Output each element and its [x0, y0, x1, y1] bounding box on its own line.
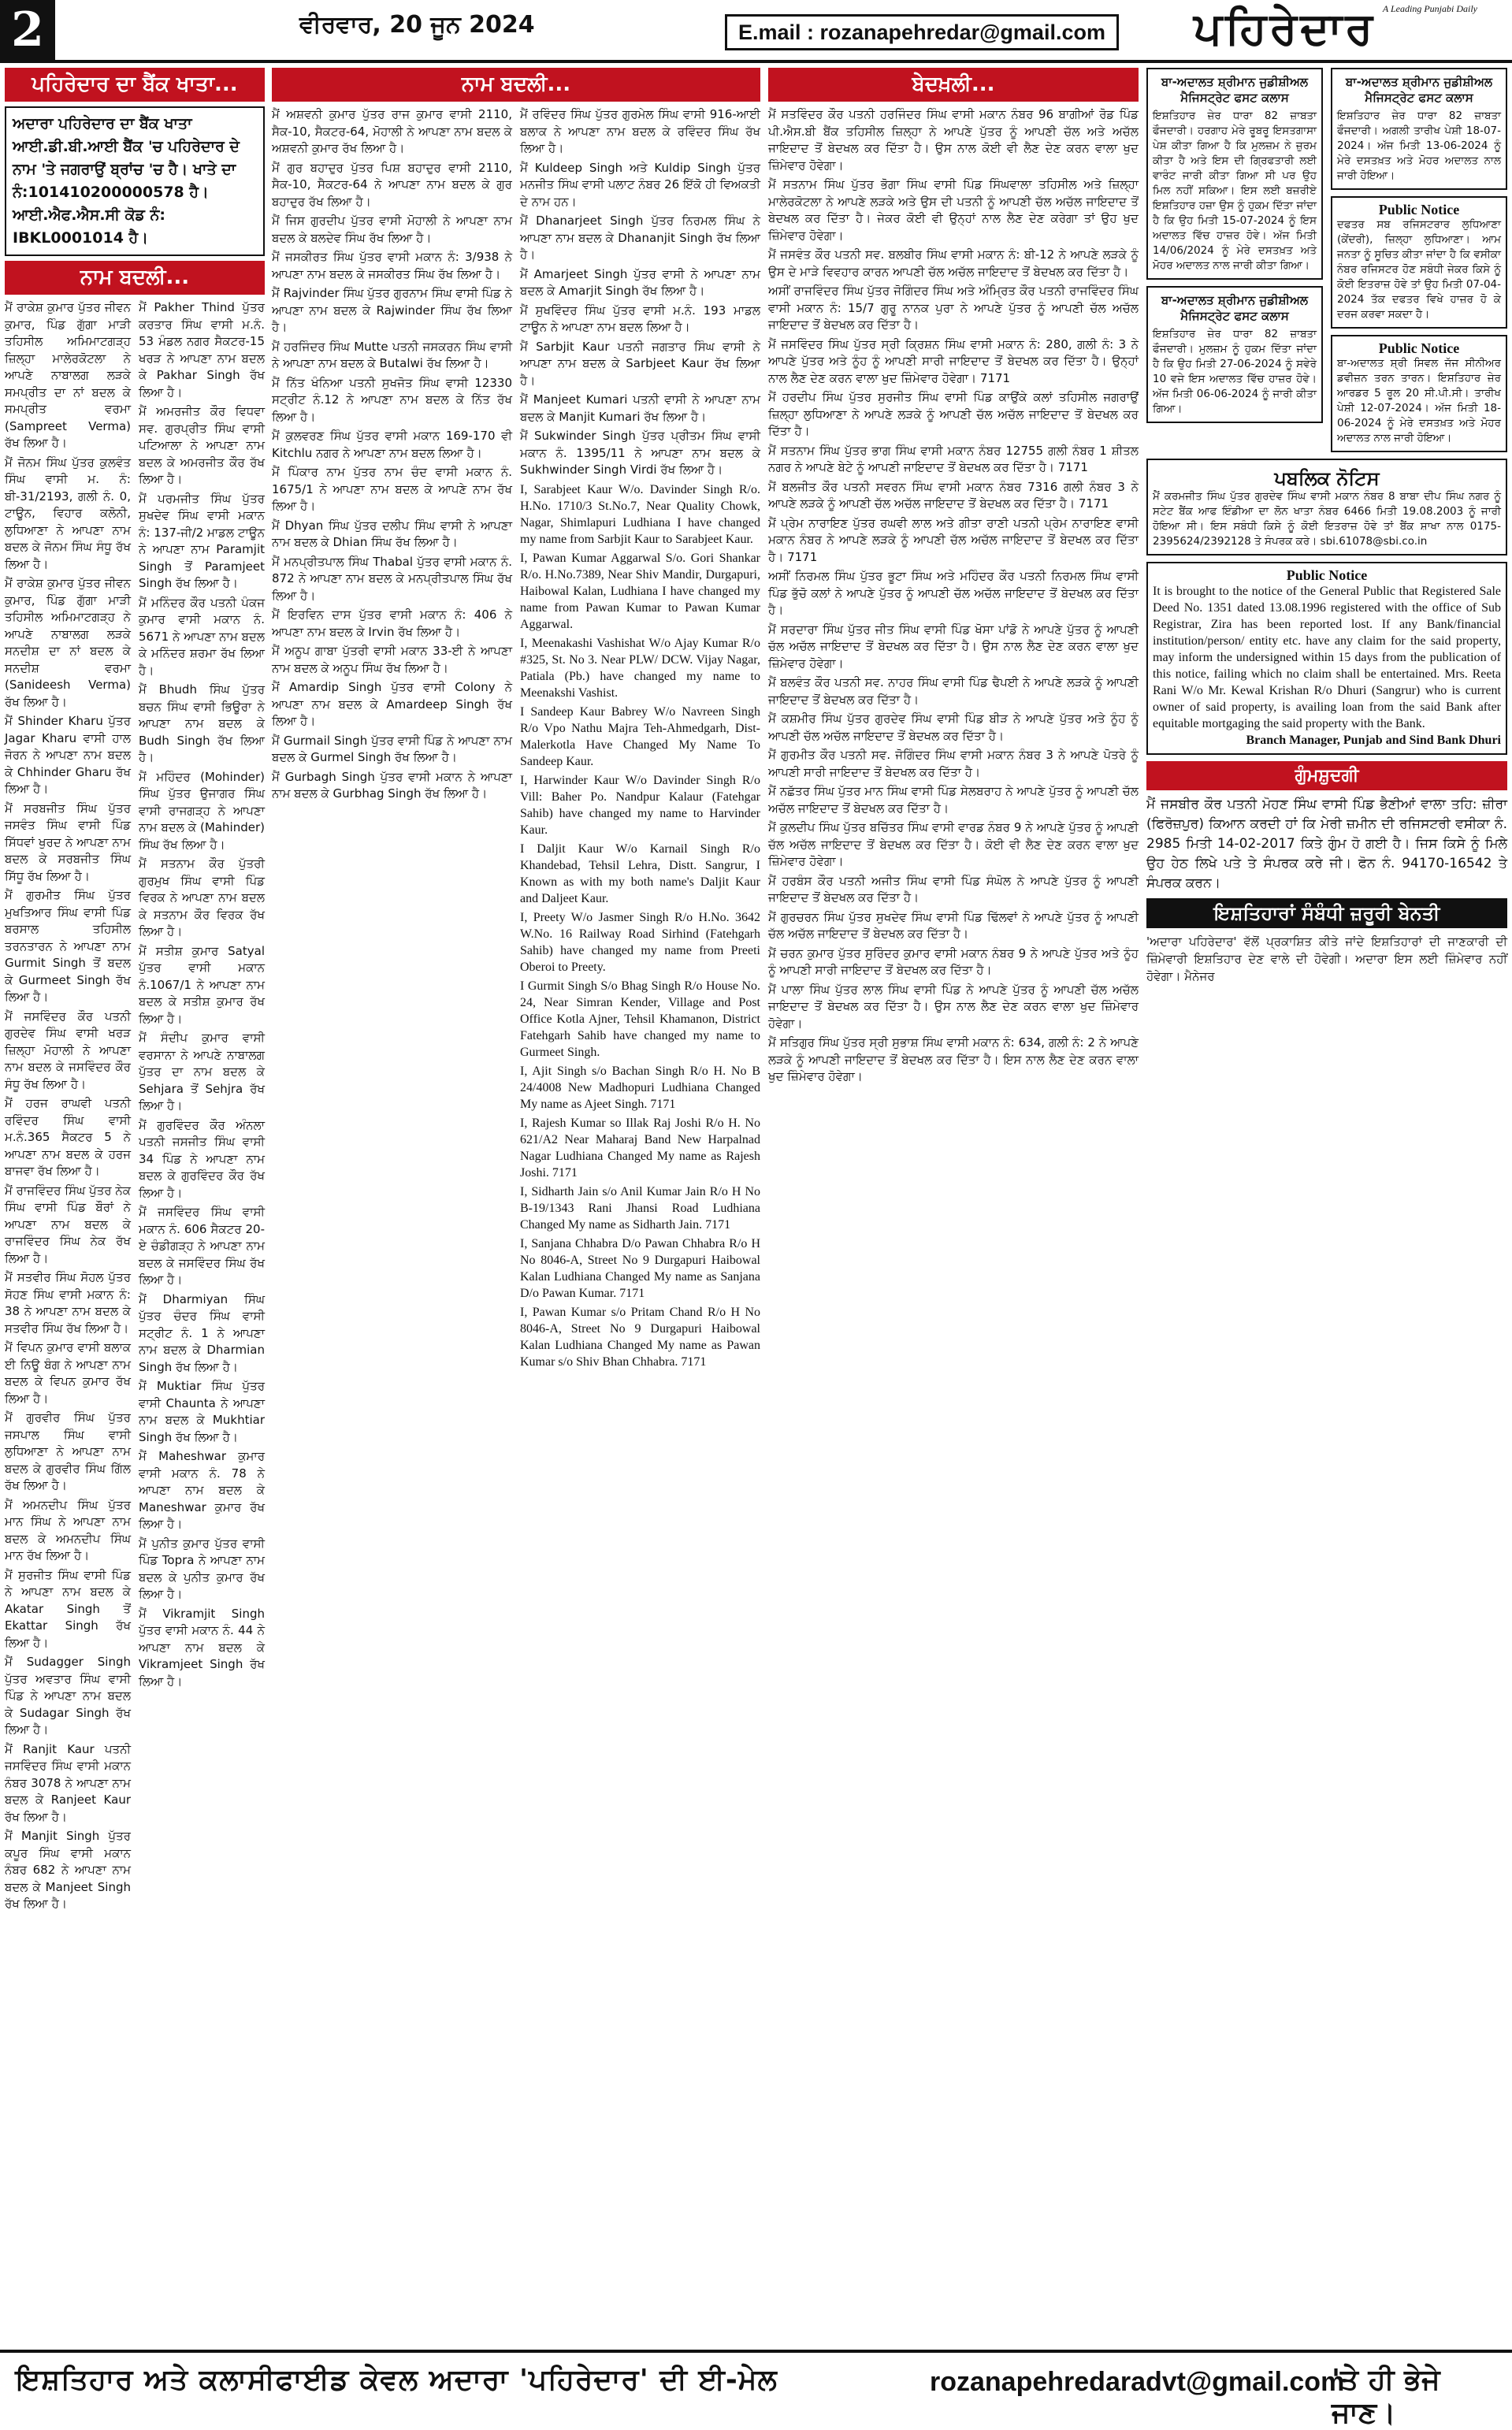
name-change-list — [5, 299, 265, 1915]
bank-public-notice-text: ਮੈਂ ਕਰਮਜੀਤ ਸਿੰਘ ਪੁੱਤਰ ਗੁਰਦੇਵ ਸਿੰਘ ਵਾਸੀ ਮਕਾਨ ਨੰਬਰ 8 ਬਾਬਾ ਦੀਪ ਸਿੰਘ ਨਗਰ ਨੂੰ ਸਟੇਟ ਬੈਂਕ ਆਫ ਇੰਡੀਆ ਦਾ ਲੋਨ ਖਾਤਾ ਨੰਬਰ 6466 ਮਿਤੀ 19.08.2003 ਨੂੰ ਜਾਰੀ ਹੋਇਆ ਸੀ। ਇਸ ਸਬੰਧੀ ਕਿਸੇ ਨੂੰ ਕੋਈ ਇਤਰਾਜ਼ ਹੋਵੇ ਤਾਂ ਬੈਂਕ ਸ਼ਾਖਾ ਨਾਲ 0175-2395624/2392128 ਤੇ ਸੰਪਰਕ ਕਰੇ। sbi.61078@sbi.co.in — [1153, 490, 1501, 548]
public-notice-title: Public Notice — [1378, 340, 1460, 356]
court-notice-title: ਬਾ-ਅਦਾਲਤ ਸ਼੍ਰੀਮਾਨ ਜੁਡੀਸ਼ੀਅਲ ਮੈਜਿਸਟ੍ਰੇਟ ਫਸਟ ਕਲਾਸ — [1161, 293, 1309, 323]
english-public-notice-text: It is brought to the notice of the General Public that Registered Sale Deed No. 1351 dated 13.08.1996 registered with the office of Sub Registrar, Zira has been reported lost. If any Bank/financial institution/person/ entity etc. have any claim for the said property, may inform the undersigned within 15 days from the publication of this notice, failing which no claim shall be entertained. Mrs. Reeta Rani W/o Mr. Kewal Krishan R/o Dhuri (Sangrur) who is current owner of said property, is availing loan from the said Bank after equitable mortgaging the said property with the Bank. — [1153, 585, 1501, 730]
notice-item: ਮੈਂ ਸੁਰਜੀਤ ਸਿੰਘ ਵਾਸੀ ਪਿੰਡ ਨੇ ਆਪਣਾ ਨਾਮ ਬਦਲ ਕੇ Akatar Singh ਤੋਂ Ekattar Singh ਰੱਖ ਲਿਆ ਹੈ। — [5, 1567, 131, 1650]
notice-item: ਮੈਂ ਰਵਿੰਦਰ ਸਿੰਘ ਪੁੱਤਰ ਗੁਰਮੇਲ ਸਿੰਘ ਵਾਸੀ 916-ਆਈ ਬਲਾਕ ਨੇ ਆਪਣਾ ਨਾਮ ਬਦਲ ਕੇ ਰਵਿੰਦਰ ਸਿੰਘ ਰੱਖ ਲਿਆ ਹੈ। — [520, 107, 760, 155]
name-change-section-right — [520, 106, 760, 1373]
notice-item: ਮੈਂ ਗੁਰਮੀਤ ਸਿੰਘ ਪੁੱਤਰ ਮੁਖਤਿਆਰ ਸਿੰਘ ਵਾਸੀ ਪਿੰਡ ਬਰਸਾਲ ਤਹਿਸੀਲ ਤਰਨਤਾਰਨ ਨੇ ਆਪਣਾ ਨਾਮ Gurmit Singh ਤੋਂ ਬਦਲ ਕੇ Gurmeet Singh ਰੱਖ ਲਿਆ ਹੈ। — [5, 888, 131, 1004]
notice-item: ਮੈਂ Sarbjit Kaur ਪਤਨੀ ਜਗਤਾਰ ਸਿੰਘ ਵਾਸੀ ਨੇ ਆਪਣਾ ਨਾਮ ਬਦਲ ਕੇ Sarbjeet Kaur ਰੱਖ ਲਿਆ ਹੈ। — [520, 339, 760, 388]
page-number: 2 — [0, 0, 55, 60]
notice-item: ਮੈਂ ਜਸਕੀਰਤ ਸਿੰਘ ਪੁੱਤਰ ਵਾਸੀ ਮਕਾਨ ਨੰ: 3/938 ਨੇ ਆਪਣਾ ਨਾਮ ਬਦਲ ਕੇ ਜਸਕੀਰਤ ਸਿੰਘ ਰੱਖ ਲਿਆ ਹੈ। — [272, 250, 512, 281]
lost-document-heading: ਗੁੰਮਸ਼ੁਦਗੀ — [1146, 761, 1507, 790]
page-header — [0, 0, 1512, 63]
notice-item: ਮੈਂ ਨਛੱਤਰ ਸਿੰਘ ਪੁੱਤਰ ਮਾਨ ਸਿੰਘ ਵਾਸੀ ਪਿੰਡ ਸੇਲਬਰਾਹ ਨੇ ਆਪਣੇ ਪੁੱਤਰ ਨੂੰ ਆਪਣੀ ਚੱਲ ਅਚੱਲ ਜਾਇਦਾਦ ਤੋਂ ਬੇਦਖਲ ਕਰ ਦਿੱਤਾ ਹੈ। — [768, 784, 1139, 816]
notice-item: ਮੈਂ Gurmail Singh ਪੁੱਤਰ ਵਾਸੀ ਪਿੰਡ ਨੇ ਆਪਣਾ ਨਾਮ ਬਦਲ ਕੇ Gurmel Singh ਰੱਖ ਲਿਆ ਹੈ। — [272, 733, 512, 764]
disinheritance-heading: ਬੇਦਖ਼ਲੀ... — [768, 68, 1139, 102]
notice-item: ਮੈਂ ਗੁਰਚਰਨ ਸਿੰਘ ਪੁੱਤਰ ਸੁਖਦੇਵ ਸਿੰਘ ਵਾਸੀ ਪਿੰਡ ਢਿੱਲਵਾਂ ਨੇ ਆਪਣੇ ਪੁੱਤਰ ਨੂੰ ਆਪਣੀ ਚੱਲ ਅਚੱਲ ਜਾਇਦਾਦ ਤੋਂ ਬੇਦਖਲ ਕਰ ਦਿੱਤਾ ਹੈ। — [768, 909, 1139, 941]
notice-item: ਮੈਂ ਹਰਦੀਪ ਸਿੰਘ ਪੁੱਤਰ ਸੁਰਜੀਤ ਸਿੰਘ ਵਾਸੀ ਪਿੰਡ ਕਾਉਂਕੇ ਕਲਾਂ ਤਹਿਸੀਲ ਜਗਰਾਉਂ ਜ਼ਿਲ੍ਹਾ ਲੁਧਿਆਣਾ ਨੇ ਆਪਣੇ ਲੜਕੇ ਨੂੰ ਆਪਣੀ ਚੱਲ ਅਚੱਲ ਜਾਇਦਾਦ ਤੋਂ ਬੇਦਖਲ ਕਰ ਦਿੱਤਾ ਹੈ। — [768, 390, 1139, 438]
notice-item: ਮੈਂ ਹਰਜਿੰਦਰ ਸਿੰਘ Mutte ਪਤਨੀ ਜਸਕਰਨ ਸਿੰਘ ਵਾਸੀ ਨੇ ਆਪਣਾ ਨਾਮ ਬਦਲ ਕੇ Butalwi ਰੱਖ ਲਿਆ ਹੈ। — [272, 339, 512, 370]
notice-item: I, Sarabjeet Kaur W/o. Davinder Singh R/o. H.No. 1710/3 St.No.7, Near Quality Chowk, Nagar, Shimlapuri Ludhiana I have changed my name from Sarbjit Kaur to Sarabjeet Kaur. — [520, 482, 760, 546]
notice-item: ਅਸੀਂ ਨਿਰਮਲ ਸਿੰਘ ਪੁੱਤਰ ਭੂਟਾ ਸਿੰਘ ਅਤੇ ਮਹਿੰਦਰ ਕੌਰ ਪਤਨੀ ਨਿਰਮਲ ਸਿੰਘ ਵਾਸੀ ਪਿੰਡ ਭੁੱਚੋ ਕਲਾਂ ਨੇ ਆਪਣੇ ਪੁੱਤਰ ਨੂੰ ਆਪਣੀ ਚੱਲ ਅਚੱਲ ਜਾਇਦਾਦ ਤੋਂ ਬੇਦਖਲ ਕਰ ਦਿੱਤਾ ਹੈ। — [768, 569, 1139, 617]
notice-item: I Sandeep Kaur Babrey W/o Navreen Singh R/o Vpo Nathu Majra Teh-Ahmedgarh, Dist-Malerkotla Have Changed My Name To Sandeep Kaur. — [520, 704, 760, 768]
notice-item: ਮੈਂ ਅਮਰਜੀਤ ਕੌਰ ਵਿਧਵਾ ਸਵ. ਗੁਰਪ੍ਰੀਤ ਸਿੰਘ ਵਾਸੀ ਪਟਿਆਲਾ ਨੇ ਆਪਣਾ ਨਾਮ ਬਦਲ ਕੇ ਅਮਰਜੀਤ ਕੌਰ ਰੱਖ ਲਿਆ ਹੈ। — [139, 404, 265, 486]
footer-tail: 'ਤੇ ਹੀ ਭੇਜੇ ਜਾਣ। — [1332, 2364, 1440, 2429]
notice-item: ਮੈਂ ਬਲਵੰਤ ਕੌਰ ਪਤਨੀ ਸਵ. ਨਾਹਰ ਸਿੰਘ ਵਾਸੀ ਪਿੰਡ ਢੈਪਈ ਨੇ ਆਪਣੇ ਲੜਕੇ ਨੂੰ ਆਪਣੀ ਜਾਇਦਾਦ ਤੋਂ ਬੇਦਖਲ ਕਰ ਦਿੱਤਾ ਹੈ। — [768, 675, 1139, 707]
notice-item: ਮੈਂ Sudagger Singh ਪੁੱਤਰ ਅਵਤਾਰ ਸਿੰਘ ਵਾਸੀ ਪਿੰਡ ਨੇ ਆਪਣਾ ਨਾਮ ਬਦਲ ਕੇ Sudagar Singh ਰੱਖ ਲਿਆ ਹੈ। — [5, 1655, 131, 1737]
notice-item: ਮੈਂ ਸਤਨਾਮ ਸਿੰਘ ਪੁੱਤਰ ਭੋਗਾ ਸਿੰਘ ਵਾਸੀ ਪਿੰਡ ਸਿੰਘਵਾਲਾ ਤਹਿਸੀਲ ਅਤੇ ਜ਼ਿਲ੍ਹਾ ਮਾਲੇਰਕੋਟਲਾ ਨੇ ਆਪਣੇ ਲੜਕੇ ਅਤੇ ਉਸ ਦੀ ਪਤਨੀ ਨੂੰ ਆਪਣੀ ਚੱਲ ਅਚੱਲ ਜਾਇਦਾਦ ਤੋਂ ਬੇਦਖਲ ਕਰ ਦਿੱਤਾ ਹੈ। ਜੇਕਰ ਕੋਈ ਵੀ ਉਨ੍ਹਾਂ ਨਾਲ ਲੈਣ ਦੇਣ ਕਰੇਗਾ ਤਾਂ ਉਹ ਖੁਦ ਜ਼ਿੰਮੇਵਾਰ ਹੋਵੇਗਾ। — [768, 177, 1139, 243]
name-change-section-list — [272, 106, 760, 1373]
public-notice-box — [1331, 335, 1507, 452]
name-change-heading: ਨਾਮ ਬਦਲੀ... — [5, 261, 265, 295]
notice-item: ਮੈਂ ਮਨਿੰਦਰ ਕੌਰ ਪਤਨੀ ਪੰਕਜ ਕੁਮਾਰ ਵਾਸੀ ਮਕਾਨ ਨੰ. 5671 ਨੇ ਆਪਣਾ ਨਾਮ ਬਦਲ ਕੇ ਮਨਿੰਦਰ ਸ਼ਰਮਾ ਰੱਖ ਲਿਆ ਹੈ। — [139, 595, 265, 678]
punjabi-notices-list — [520, 106, 760, 479]
notice-item: ਮੈਂ Manjit Singh ਪੁੱਤਰ ਕਪੂਰ ਸਿੰਘ ਵਾਸੀ ਮਕਾਨ ਨੰਬਰ 682 ਨੇ ਆਪਣਾ ਨਾਮ ਬਦਲ ਕੇ Manjeet Singh ਰੱਖ ਲਿਆ ਹੈ। — [5, 1829, 131, 1911]
notice-item: I, Ajit Singh s/o Bachan Singh R/o H. No B 24/4008 New Madhopuri Ludhiana Changed My name as Ajeet Singh. 7171 — [520, 1064, 760, 1111]
notice-item: ਮੈਂ ਅਸ਼ਵਨੀ ਕੁਮਾਰ ਪੁੱਤਰ ਰਾਜ ਕੁਮਾਰ ਵਾਸੀ 2110, ਸੈਕ-10, ਸੈਕਟਰ-64, ਮੋਹਾਲੀ ਨੇ ਆਪਣਾ ਨਾਮ ਬਦਲ ਕੇ ਅਸ਼ਵਨੀ ਕੁਮਾਰ ਰੱਖ ਲਿਆ ਹੈ। — [272, 107, 512, 155]
public-notice-text: ਬਾ-ਅਦਾਲਤ ਸ਼੍ਰੀ ਸਿਵਲ ਜੱਜ ਸੀਨੀਅਰ ਡਵੀਜ਼ਨ ਤਰਨ ਤਾਰਨ। ਇਸ਼ਤਿਹਾਰ ਜ਼ੇਰ ਆਰਡਰ 5 ਰੂਲ 20 ਸੀ.ਪੀ.ਸੀ। ਤਾਰੀਖ ਪੇਸ਼ੀ 12-07-2024। ਅੱਜ ਮਿਤੀ 18-06-2024 ਨੂੰ ਮੇਰੇ ਦਸਤਖ਼ਤ ਅਤੇ ਮੋਹਰ ਅਦਾਲਤ ਨਾਲ ਜਾਰੀ ਹੋਇਆ। — [1337, 357, 1501, 444]
notice-item: ਮੈਂ ਅਨੂਪ ਗਾਬਾ ਪੁੱਤਰੀ ਵਾਸੀ ਮਕਾਨ 33-ਈ ਨੇ ਆਪਣਾ ਨਾਮ ਬਦਲ ਕੇ ਅਨੂਪ ਸਿੰਘ ਰੱਖ ਲਿਆ ਹੈ। — [272, 644, 512, 675]
notice-item: ਮੈਂ ਜਸਵੰਤ ਕੌਰ ਪਤਨੀ ਸਵ. ਬਲਬੀਰ ਸਿੰਘ ਵਾਸੀ ਮਕਾਨ ਨੰ: ਬੀ-12 ਨੇ ਆਪਣੇ ਲੜਕੇ ਨੂੰ ਉਸ ਦੇ ਮਾੜੇ ਵਿਵਹਾਰ ਕਾਰਨ ਆਪਣੀ ਚੱਲ ਅਚੱਲ ਜਾਇਦਾਦ ਤੋਂ ਬੇਦਖਲ ਕਰ ਦਿੱਤਾ ਹੈ। — [768, 247, 1139, 279]
notice-item: ਮੈਂ ਸਤਨਾਮ ਕੌਰ ਪੁੱਤਰੀ ਗੁਰਮੁਖ ਸਿੰਘ ਵਾਸੀ ਪਿੰਡ ਵਿਰਕ ਨੇ ਆਪਣਾ ਨਾਮ ਬਦਲ ਕੇ ਸਤਨਾਮ ਕੌਰ ਵਿਰਕ ਰੱਖ ਲਿਆ ਹੈ। — [139, 856, 265, 938]
advertisement-request-heading: ਇਸ਼ਤਿਹਾਰਾਂ ਸੰਬੰਧੀ ਜ਼ਰੂਰੀ ਬੇਨਤੀ — [1146, 898, 1507, 928]
court-notice-title: ਬਾ-ਅਦਾਲਤ ਸ਼੍ਰੀਮਾਨ ਜੁਡੀਸ਼ੀਅਲ ਮੈਜਿਸਟ੍ਰੇਟ ਫਸਟ ਕਲਾਸ — [1345, 75, 1493, 105]
english-public-notice — [1146, 562, 1507, 755]
issue-date: ਵੀਰਵਾਰ, 20 ਜੂਨ 2024 — [299, 11, 535, 39]
court-notice-title: ਬਾ-ਅਦਾਲਤ ਸ਼੍ਰੀਮਾਨ ਜੁਡੀਸ਼ੀਅਲ ਮੈਜਿਸਟ੍ਰੇਟ ਫਸਟ ਕਲਾਸ — [1161, 75, 1309, 105]
bank-account-heading: ਪਹਿਰੇਦਾਰ ਦਾ ਬੈਂਕ ਖਾਤਾ... — [5, 68, 265, 102]
notice-item: ਮੈਂ ਸਤੀਸ਼ ਕੁਮਾਰ Satyal ਪੁੱਤਰ ਵਾਸੀ ਮਕਾਨ ਨੰ.1067/1 ਨੇ ਆਪਣਾ ਨਾਮ ਬਦਲ ਕੇ ਸਤੀਸ਼ ਕੁਮਾਰ ਰੱਖ ਲਿਆ ਹੈ। — [139, 943, 265, 1026]
court-notice-text: ਇਸ਼ਤਿਹਾਰ ਜ਼ੇਰ ਧਾਰਾ 82 ਜ਼ਾਬਤਾ ਫੌਜਦਾਰੀ। ਮੁਲਜ਼ਮ ਨੂੰ ਹੁਕਮ ਦਿੱਤਾ ਜਾਂਦਾ ਹੈ ਕਿ ਉਹ ਮਿਤੀ 27-06-2024 ਨੂੰ ਸਵੇਰੇ 10 ਵਜੇ ਇਸ ਅਦਾਲਤ ਵਿੱਚ ਹਾਜ਼ਰ ਹੋਵੇ। ਅੱਜ ਮਿਤੀ 06-06-2024 ਨੂੰ ਜਾਰੀ ਕੀਤਾ ਗਿਆ। — [1153, 328, 1317, 415]
english-public-notice-sign: Branch Manager, Punjab and Sind Bank Dhuri — [1246, 734, 1501, 747]
notice-item: ਮੈਂ Manjeet Kumari ਪਤਨੀ ਵਾਸੀ ਨੇ ਆਪਣਾ ਨਾਮ ਬਦਲ ਕੇ Manjit Kumari ਰੱਖ ਲਿਆ ਹੈ। — [520, 392, 760, 424]
notice-item: I, Pawan Kumar Aggarwal S/o. Gori Shankar R/o. H.No.7389, Near Shiv Mandir, Durgapuri, Haibowal Kalan, Ludhiana I have changed my name from Pawan Kumar to Pawan Kumar Aggarwal. — [520, 551, 760, 631]
page-footer — [0, 2350, 1512, 2429]
notice-item: ਮੈਂ ਜਸਵਿੰਦਰ ਸਿੰਘ ਪੁੱਤਰ ਸ੍ਰੀ ਕ੍ਰਿਸ਼ਨ ਸਿੰਘ ਵਾਸੀ ਮਕਾਨ ਨੰ: 280, ਗਲੀ ਨੰ: 3 ਨੇ ਆਪਣੇ ਪੁੱਤਰ ਅਤੇ ਨੂੰਹ ਨੂੰ ਆਪਣੀ ਸਾਰੀ ਜਾਇਦਾਦ ਤੋਂ ਬੇਦਖਲ ਕਰ ਦਿੱਤਾ ਹੈ। ਉਨ੍ਹਾਂ ਨਾਲ ਲੈਣ ਦੇਣ ਕਰਨ ਵਾਲਾ ਖੁਦ ਜ਼ਿੰਮੇਵਾਰ ਹੋਵੇਗਾ। 7171 — [768, 336, 1139, 385]
notice-item: ਮੈਂ Dhanarjeet Singh ਪੁੱਤਰ ਨਿਰਮਲ ਸਿੰਘ ਨੇ ਆਪਣਾ ਨਾਮ ਬਦਲ ਕੇ Dhananjit Singh ਰੱਖ ਲਿਆ ਹੈ। — [520, 214, 760, 262]
notice-item: ਮੈਂ ਸੁਖਵਿੰਦਰ ਸਿੰਘ ਪੁੱਤਰ ਵਾਸੀ ਮ.ਨੰ. 193 ਮਾਡਲ ਟਾਊਨ ਨੇ ਆਪਣਾ ਨਾਮ ਬਦਲ ਲਿਆ ਹੈ। — [520, 303, 760, 334]
court-notice — [1146, 286, 1323, 423]
notice-item: ਮੈਂ ਗੁਰਵਿੰਦਰ ਕੌਰ ਅੰਨਲਾ ਪਤਨੀ ਜਸਜੀਤ ਸਿੰਘ ਵਾਸੀ 34 ਪਿੰਡ ਨੇ ਆਪਣਾ ਨਾਮ ਬਦਲ ਕੇ ਗੁਰਵਿੰਦਰ ਕੌਰ ਰੱਖ ਲਿਆ ਹੈ। — [139, 1117, 265, 1200]
english-public-notice-title: Public Notice — [1286, 567, 1368, 583]
notice-item: ਅਸੀਂ ਰਾਜਵਿੰਦਰ ਸਿੰਘ ਪੁੱਤਰ ਜੋਗਿੰਦਰ ਸਿੰਘ ਅਤੇ ਅੰਮ੍ਰਿਤ ਕੌਰ ਪਤਨੀ ਰਾਜਵਿੰਦਰ ਸਿੰਘ ਵਾਸੀ ਮਕਾਨ ਨੰ: 15/7 ਗੁਰੂ ਨਾਨਕ ਪੁਰਾ ਨੇ ਆਪਣੇ ਪੁੱਤਰ ਨੂੰ ਆਪਣੀ ਚੱਲ ਅਚੱਲ ਜਾਇਦਾਦ ਤੋਂ ਬੇਦਖਲ ਕਰ ਦਿੱਤਾ ਹੈ। — [768, 284, 1139, 332]
notice-item: ਮੈਂ Kuldeep Singh ਅਤੇ Kuldip Singh ਪੁੱਤਰ ਮਨਜੀਤ ਸਿੰਘ ਵਾਸੀ ਪਲਾਟ ਨੰਬਰ 26 ਇੱਕੋ ਹੀ ਵਿਅਕਤੀ ਦੇ ਨਾਮ ਹਨ। — [520, 160, 760, 209]
notice-item: ਮੈਂ ਸਤਨਾਮ ਸਿੰਘ ਪੁੱਤਰ ਭਾਗ ਸਿੰਘ ਵਾਸੀ ਮਕਾਨ ਨੰਬਰ 12755 ਗਲੀ ਨੰਬਰ 1 ਸ਼ੀਤਲ ਨਗਰ ਨੇ ਆਪਣੇ ਬੇਟੇ ਨੂੰ ਆਪਣੀ ਜਾਇਦਾਦ ਤੋਂ ਬੇਦਖਲ ਕਰ ਦਿੱਤਾ ਹੈ। 7171 — [768, 443, 1139, 474]
notice-item: ਮੈਂ ਕੁਲਦੀਪ ਸਿੰਘ ਪੁੱਤਰ ਬਚਿੱਤਰ ਸਿੰਘ ਵਾਸੀ ਵਾਰਡ ਨੰਬਰ 9 ਨੇ ਆਪਣੇ ਪੁੱਤਰ ਨੂੰ ਆਪਣੀ ਚੱਲ ਅਚੱਲ ਜਾਇਦਾਦ ਤੋਂ ਬੇਦਖਲ ਕਰ ਦਿੱਤਾ ਹੈ। ਕੋਈ ਵੀ ਲੈਣ ਦੇਣ ਕਰਨ ਵਾਲਾ ਖੁਦ ਜ਼ਿੰਮੇਵਾਰ ਹੋਵੇਗਾ। — [768, 820, 1139, 868]
public-notice-title: Public Notice — [1378, 202, 1460, 217]
court-notice — [1331, 68, 1507, 190]
notice-item: ਮੈਂ ਜਸਵਿੰਦਰ ਸਿੰਘ ਵਾਸੀ ਮਕਾਨ ਨੰ. 606 ਸੈਕਟਰ 20-ਏ ਚੰਡੀਗੜ੍ਹ ਨੇ ਆਪਣਾ ਨਾਮ ਬਦਲ ਕੇ ਜਸਵਿੰਦਰ ਸਿੰਘ ਰੱਖ ਲਿਆ ਹੈ। — [139, 1205, 265, 1287]
notice-item: ਮੈਂ ਸਰਦਾਰਾ ਸਿੰਘ ਪੁੱਤਰ ਜੀਤ ਸਿੰਘ ਵਾਸੀ ਪਿੰਡ ਖੋਸਾ ਪਾਂਡੋ ਨੇ ਆਪਣੇ ਪੁੱਤਰ ਨੂੰ ਆਪਣੀ ਚੱਲ ਅਚੱਲ ਜਾਇਦਾਦ ਤੋਂ ਬੇਦਖਲ ਕਰ ਦਿੱਤਾ ਹੈ। ਉਸ ਨਾਲ ਲੈਣ ਦੇਣ ਕਰਨ ਵਾਲਾ ਖੁਦ ਜ਼ਿੰਮੇਵਾਰ ਹੋਵੇਗਾ। — [768, 622, 1139, 671]
notice-item: I Daljit Kaur W/o Karnail Singh R/o Khandebad, Tehsil Lehra, Distt. Sangrur, I Known as with my both name's Daljit Kaur and Daljeet Kaur. — [520, 842, 760, 905]
notice-item: ਮੈਂ ਰਾਜਵਿੰਦਰ ਸਿੰਘ ਪੁੱਤਰ ਨੇਕ ਸਿੰਘ ਵਾਸੀ ਪਿੰਡ ਬੌਰਾਂ ਨੇ ਆਪਣਾ ਨਾਮ ਬਦਲ ਕੇ ਰਾਜਵਿੰਦਰ ਸਿੰਘ ਨੇਕ ਰੱਖ ਲਿਆ ਹੈ। — [5, 1183, 131, 1265]
public-notice-box — [1331, 196, 1507, 329]
court-notice-text: ਇਸ਼ਤਿਹਾਰ ਜ਼ੇਰ ਧਾਰਾ 82 ਜ਼ਾਬਤਾ ਫੌਜਦਾਰੀ। ਅਗਲੀ ਤਾਰੀਖ ਪੇਸ਼ੀ 18-07-2024। ਅੱਜ ਮਿਤੀ 13-06-2024 ਨੂੰ ਮੇਰੇ ਦਸਤਖ਼ਤ ਅਤੇ ਮੋਹਰ ਅਦਾਲਤ ਨਾਲ ਜਾਰੀ ਹੋਇਆ। — [1337, 110, 1501, 182]
legal-notices-top — [1146, 68, 1507, 459]
notice-item: I, Sanjana Chhabra D/o Pawan Chhabra R/o H No 8046-A, Street No 9 Durgapuri Haibowal Kalan Ludhiana Changed My name as Sanjana D/o Pawan Kumar. 7171 — [520, 1236, 760, 1300]
notice-item: ਮੈਂ ਗੁਰਮੀਤ ਕੌਰ ਪਤਨੀ ਸਵ. ਜੋਗਿੰਦਰ ਸਿੰਘ ਵਾਸੀ ਮਕਾਨ ਨੰਬਰ 3 ਨੇ ਆਪਣੇ ਪੋਤਰੇ ਨੂੰ ਆਪਣੀ ਸਾਰੀ ਜਾਇਦਾਦ ਤੋਂ ਬੇਦਖਲ ਕਰ ਦਿੱਤਾ ਹੈ। — [768, 748, 1139, 779]
notice-item: ਮੈਂ Pakher Thind ਪੁੱਤਰ ਕਰਤਾਰ ਸਿੰਘ ਵਾਸੀ ਮ.ਨੰ. 53 ਮੰਡਲ ਨਗਰ ਸੈਕਟਰ-15 ਖਰੜ ਨੇ ਆਪਣਾ ਨਾਮ ਬਦਲ ਕੇ Pakhar Singh ਰੱਖ ਲਿਆ ਹੈ। — [139, 300, 265, 399]
notice-item: ਮੈਂ ਹਰਬੰਸ ਕੌਰ ਪਤਨੀ ਅਜੀਤ ਸਿੰਘ ਵਾਸੀ ਪਿੰਡ ਸੰਘੋਲ ਨੇ ਆਪਣੇ ਪੁੱਤਰ ਨੂੰ ਆਪਣੀ ਜਾਇਦਾਦ ਤੋਂ ਬੇਦਖਲ ਕਰ ਦਿੱਤਾ ਹੈ। — [768, 873, 1139, 905]
notice-item: ਮੈਂ ਨਿੱਤ ਖੰਨਿਆ ਪਤਨੀ ਸੁਖਜੋਤ ਸਿੰਘ ਵਾਸੀ 12330 ਸਟ੍ਰੀਟ ਨੰ.12 ਨੇ ਆਪਣਾ ਨਾਮ ਬਦਲ ਕੇ ਨਿੱਤ ਰੱਖ ਲਿਆ ਹੈ। — [272, 375, 512, 424]
notice-item: ਮੈਂ ਸਤਵਿੰਦਰ ਕੌਰ ਪਤਨੀ ਹਰਜਿੰਦਰ ਸਿੰਘ ਵਾਸੀ ਮਕਾਨ ਨੰਬਰ 96 ਬਾਗੀਆਂ ਰੋਡ ਪਿੰਡ ਪੀ.ਐਸ.ਬੀ ਬੈਂਕ ਤਹਿਸੀਲ ਜ਼ਿਲ੍ਹਾ ਨੇ ਆਪਣੇ ਪੁੱਤਰ ਨੂੰ ਆਪਣੀ ਚੱਲ ਅਤੇ ਅਚੱਲ ਜਾਇਦਾਦ ਤੋਂ ਬੇਦਖਲ ਕਰ ਦਿੱਤਾ ਹੈ। ਉਸ ਨਾਲ ਕੋਈ ਵੀ ਲੈਣ ਦੇਣ ਕਰਨ ਵਾਲਾ ਖੁਦ ਜ਼ਿੰਮੇਵਾਰ ਹੋਵੇਗਾ। — [768, 107, 1139, 173]
notice-item: I, Rajesh Kumar so Illak Raj Joshi R/o H. No 621/A2 Near Maharaj Band New Harpalnad Nagar Ludhiana Changed My name as Rajesh Joshi. 7171 — [520, 1116, 760, 1180]
notice-item: ਮੈਂ ਮਹਿੰਦਰ (Mohinder) ਸਿੰਘ ਪੁੱਤਰ ਉਜਾਗਰ ਸਿੰਘ ਵਾਸੀ ਰਾਜਗੜ੍ਹ ਨੇ ਆਪਣਾ ਨਾਮ ਬਦਲ ਕੇ (Mahinder) ਸਿੰਘ ਰੱਖ ਲਿਆ ਹੈ। — [139, 769, 265, 852]
notice-item: I, Meenakashi Vashishat W/o Ajay Kumar R/o #325, St. No 3. Near PLW/ DCW. Vijay Nagar, Patiala (Pb.) have changed my name to Meenakshi Vashist. — [520, 636, 760, 700]
notice-item: ਮੈਂ ਹਰਜ ਰਾਘਵੀ ਪਤਨੀ ਰਵਿੰਦਰ ਸਿੰਘ ਵਾਸੀ ਮ.ਨੰ.365 ਸੈਕਟਰ 5 ਨੇ ਆਪਣਾ ਨਾਮ ਬਦਲ ਕੇ ਹਰਜ ਬਾਜਵਾ ਰੱਖ ਲਿਆ ਹੈ। — [5, 1096, 131, 1178]
notice-item: ਮੈਂ Shinder Kharu ਪੁੱਤਰ Jagar Kharu ਵਾਸੀ ਹਾਲ ਜੋਰਨ ਨੇ ਆਪਣਾ ਨਾਮ ਬਦਲ ਕੇ Chhinder Gharu ਰੱਖ ਲਿਆ ਹੈ। — [5, 714, 131, 796]
masthead-tagline: A Leading Punjabi Daily — [1382, 3, 1477, 14]
notice-item: ਮੈਂ ਵਿਪਨ ਕੁਮਾਰ ਵਾਸੀ ਬਲਾਕ ਈ ਨਿਊ ਬੰਗ ਨੇ ਆਪਣਾ ਨਾਮ ਬਦਲ ਕੇ ਵਿਪਨ ਕੁਮਾਰ ਰੱਖ ਲਿਆ ਹੈ। — [5, 1340, 131, 1406]
footer-text: ਇਸ਼ਤਿਹਾਰ ਅਤੇ ਕਲਾਸੀਫਾਈਡ ਕੇਵਲ ਅਦਾਰਾ 'ਪਹਿਰੇਦਾਰ' ਦੀ ਈ-ਮੇਲ — [16, 2364, 778, 2396]
column-disinheritance — [768, 68, 1139, 2345]
notice-item: ਮੈਂ Amardip Singh ਪੁੱਤਰ ਵਾਸੀ Colony ਨੇ ਆਪਣਾ ਨਾਮ ਬਦਲ ਕੇ Amardeep Singh ਰੱਖ ਲਿਆ ਹੈ। — [272, 680, 512, 728]
notice-item: ਮੈਂ ਜਸਵਿੰਦਰ ਕੌਰ ਪਤਨੀ ਗੁਰਦੇਵ ਸਿੰਘ ਵਾਸੀ ਖਰੜ ਜ਼ਿਲ੍ਹਾ ਮੋਹਾਲੀ ਨੇ ਆਪਣਾ ਨਾਮ ਬਦਲ ਕੇ ਜਸਵਿੰਦਰ ਕੌਰ ਸੰਧੂ ਰੱਖ ਲਿਆ ਹੈ। — [5, 1009, 131, 1091]
notice-item: ਮੈਂ ਪਰਮਜੀਤ ਸਿੰਘ ਪੁੱਤਰ ਸੁਖਦੇਵ ਸਿੰਘ ਵਾਸੀ ਮਕਾਨ ਨੰ: 137-ਜੀ/2 ਮਾਡਲ ਟਾਊਨ ਨੇ ਆਪਣਾ ਨਾਮ Paramjit Singh ਤੋਂ Paramjeet Singh ਰੱਖ ਲਿਆ ਹੈ। — [139, 491, 265, 590]
notice-item: ਮੈਂ Amarjeet Singh ਪੁੱਤਰ ਵਾਸੀ ਨੇ ਆਪਣਾ ਨਾਮ ਬਦਲ ਕੇ Amarjit Singh ਰੱਖ ਲਿਆ ਹੈ। — [520, 266, 760, 298]
notice-item: ਮੈਂ ਸਤਿਗੁਰ ਸਿੰਘ ਪੁੱਤਰ ਸ੍ਰੀ ਸੁਭਾਸ਼ ਸਿੰਘ ਵਾਸੀ ਮਕਾਨ ਨੰ: 634, ਗਲੀ ਨੰ: 2 ਨੇ ਆਪਣੇ ਲੜਕੇ ਨੂੰ ਆਪਣੀ ਜਾਇਦਾਦ ਤੋਂ ਬੇਦਖਲ ਕਰ ਦਿੱਤਾ ਹੈ। ਇਸ ਨਾਲ ਲੈਣ ਦੇਣ ਕਰਨ ਵਾਲਾ ਖੁਦ ਜ਼ਿੰਮੇਵਾਰ ਹੋਵੇਗਾ। — [768, 1035, 1139, 1083]
notice-item: I, Sidharth Jain s/o Anil Kumar Jain R/o H No B-19/1343 Rani Jhansi Road Ludhiana Changed My name as Sidharth Jain. 7171 — [520, 1184, 760, 1232]
notice-item: ਮੈਂ Dharmiyan ਸਿੰਘ ਪੁੱਤਰ ਚੰਦਰ ਸਿੰਘ ਵਾਸੀ ਸਟ੍ਰੀਟ ਨੰ. 1 ਨੇ ਆਪਣਾ ਨਾਮ ਬਦਲ ਕੇ Dharmian Singh ਰੱਖ ਲਿਆ ਹੈ। — [139, 1291, 265, 1374]
lost-document-text: ਮੈਂ ਜਸਬੀਰ ਕੌਰ ਪਤਨੀ ਮੋਹਣ ਸਿੰਘ ਵਾਸੀ ਪਿੰਡ ਭੈਣੀਆਂ ਵਾਲਾ ਤਹਿ: ਜ਼ੀਰਾ (ਫਿਰੋਜ਼ਪੁਰ) ਕਿਆਨ ਕਰਦੀ ਹਾਂ ਕਿ ਮੇਰੀ ਜ਼ਮੀਨ ਦੀ ਰਜਿਸਟਰੀ ਵਸੀਕਾ ਨੰ. 2985 ਮਿਤੀ 14-02-2017 ਕਿਤੇ ਗੁੰਮ ਹੋ ਗਈ ਹੈ। ਜਿਸ ਕਿਸੇ ਨੂੰ ਮਿਲੇ ਉਹ ਹੇਠ ਲਿਖੇ ਪਤੇ ਤੇ ਸੰਪਰਕ ਕਰੇ ਜੀ। ਫੋਨ ਨੰ. 94170-16542 ਤੇ ਸੰਪਰਕ ਕਰਨ। — [1146, 797, 1507, 891]
public-notice-text: ਦਫਤਰ ਸਬ ਰਜਿਸਟਰਾਰ ਲੁਧਿਆਣਾ (ਕੇਂਦਰੀ), ਜ਼ਿਲ੍ਹਾ ਲੁਧਿਆਣਾ। ਆਮ ਜਨਤਾ ਨੂੰ ਸੂਚਿਤ ਕੀਤਾ ਜਾਂਦਾ ਹੈ ਕਿ ਵਸੀਕਾ ਨੰਬਰ ਰਜਿਸਟਰ ਹੋਣ ਸਬੰਧੀ ਜੇਕਰ ਕਿਸੇ ਨੂੰ ਕੋਈ ਇਤਰਾਜ਼ ਹੋਵੇ ਤਾਂ ਉਹ ਮਿਤੀ 07-04-2024 ਤੱਕ ਦਫਤਰ ਵਿਖੇ ਹਾਜ਼ਰ ਹੋ ਕੇ ਦਰਜ ਕਰਵਾ ਸਕਦਾ ਹੈ। — [1337, 218, 1501, 321]
notice-item: ਮੈਂ Dhyan ਸਿੰਘ ਪੁੱਤਰ ਦਲੀਪ ਸਿੰਘ ਵਾਸੀ ਨੇ ਆਪਣਾ ਨਾਮ ਬਦਲ ਕੇ Dhian ਸਿੰਘ ਰੱਖ ਲਿਆ ਹੈ। — [272, 518, 512, 549]
notice-item: ਮੈਂ Rajvinder ਸਿੰਘ ਪੁੱਤਰ ਗੁਰਨਾਮ ਸਿੰਘ ਵਾਸੀ ਪਿੰਡ ਨੇ ਆਪਣਾ ਨਾਮ ਬਦਲ ਕੇ Rajwinder ਸਿੰਘ ਰੱਖ ਲਿਆ ਹੈ। — [272, 286, 512, 334]
notice-item: ਮੈਂ ਪੁਨੀਤ ਕੁਮਾਰ ਪੁੱਤਰ ਵਾਸੀ ਪਿੰਡ Topra ਨੇ ਆਪਣਾ ਨਾਮ ਬਦਲ ਕੇ ਪੁਨੀਤ ਕੁਮਾਰ ਰੱਖ ਲਿਆ ਹੈ। — [139, 1536, 265, 1601]
notice-item: ਮੈਂ ਇਰਵਿਨ ਦਾਸ ਪੁੱਤਰ ਵਾਸੀ ਮਕਾਨ ਨੰ: 406 ਨੇ ਆਪਣਾ ਨਾਮ ਬਦਲ ਕੇ Irvin ਰੱਖ ਲਿਆ ਹੈ। — [272, 608, 512, 639]
english-notices-list — [520, 481, 760, 1370]
notice-item: ਮੈਂ ਰਾਕੇਸ਼ ਕੁਮਾਰ ਪੁੱਤਰ ਜੀਵਨ ਕੁਮਾਰ, ਪਿੰਡ ਗੁੱਗਾ ਮਾੜੀ ਤਹਿਸੀਲ ਅਮਿਮਾਟਗੜ੍ਹ ਨੇ ਆਪਣੇ ਨਾਬਾਲਗ ਲੜਕੇ ਸਨਦੀਸ਼ ਦਾ ਨਾਂ ਬਦਲ ਕੇ ਸਨਦੀਸ਼ ਵਰਮਾ (Sanideesh Verma) ਰੱਖ ਲਿਆ ਹੈ। — [5, 576, 131, 709]
column-name-change — [272, 68, 760, 2345]
notice-item: ਮੈਂ Sukwinder Singh ਪੁੱਤਰ ਪ੍ਰੀਤਮ ਸਿੰਘ ਵਾਸੀ ਮਕਾਨ ਨੰ. 1395/11 ਨੇ ਆਪਣਾ ਨਾਮ ਬਦਲ ਕੇ Sukhwinder Singh Virdi ਰੱਖ ਲਿਆ ਹੈ। — [520, 429, 760, 477]
court-notice-text: ਇਸ਼ਤਿਹਾਰ ਜ਼ੇਰ ਧਾਰਾ 82 ਜ਼ਾਬਤਾ ਫੌਜਦਾਰੀ। ਹਰਗਾਹ ਮੇਰੇ ਰੂਬਰੂ ਇਸਤਗਾਸਾ ਪੇਸ਼ ਕੀਤਾ ਗਿਆ ਹੈ ਕਿ ਮੁਲਜ਼ਮ ਨੇ ਜ਼ੁਰਮ ਕੀਤਾ ਹੈ ਅਤੇ ਇਸ ਦੀ ਗ੍ਰਿਫਤਾਰੀ ਲਈ ਵਾਰੰਟ ਜਾਰੀ ਕੀਤਾ ਗਿਆ ਸੀ ਪਰ ਉਹ ਮਿਲ ਨਹੀਂ ਸਕਿਆ। ਇਸ ਲਈ ਬਜ਼ਰੀਏ ਇਸ਼ਤਿਹਾਰ ਹਜ਼ਾ ਉਸ ਨੂੰ ਹੁਕਮ ਦਿੱਤਾ ਜਾਂਦਾ ਹੈ ਕਿ ਉਹ ਮਿਤੀ 15-07-2024 ਨੂੰ ਇਸ ਅਦਾਲਤ ਵਿੱਚ ਹਾਜ਼ਰ ਹੋਵੇ। ਅੱਜ ਮਿਤੀ 14/06/2024 ਨੂੰ ਮੇਰੇ ਦਸਤਖ਼ਤ ਅਤੇ ਮੋਹਰ ਅਦਾਲਤ ਨਾਲ ਜਾਰੀ ਕੀਤਾ ਗਿਆ। — [1153, 110, 1317, 272]
notice-item: ਮੈਂ ਗੁਰ ਬਹਾਦੁਰ ਪੁੱਤਰ ਪਿਸ਼ ਬਹਾਦੁਰ ਵਾਸੀ 2110, ਸੈਕ-10, ਸੈਕਟਰ-64 ਨੇ ਆਪਣਾ ਨਾਮ ਬਦਲ ਕੇ ਗੁਰ ਬਹਾਦੁਰ ਰੱਖ ਲਿਆ ਹੈ। — [272, 160, 512, 209]
column-bank-and-name-change — [5, 68, 265, 2345]
notice-item: ਮੈਂ Gurbagh Singh ਪੁੱਤਰ ਵਾਸੀ ਮਕਾਨ ਨੇ ਆਪਣਾ ਨਾਮ ਬਦਲ ਕੇ Gurbhag Singh ਰੱਖ ਲਿਆ ਹੈ। — [272, 769, 512, 801]
notice-item: ਮੈਂ ਮਨਪ੍ਰੀਤਪਾਲ ਸਿੰਘ Thabal ਪੁੱਤਰ ਵਾਸੀ ਮਕਾਨ ਨੰ. 872 ਨੇ ਆਪਣਾ ਨਾਮ ਬਦਲ ਕੇ ਮਨਪ੍ਰੀਤਪਾਲ ਸਿੰਘ ਰੱਖ ਲਿਆ ਹੈ। — [272, 554, 512, 603]
notice-item: ਮੈਂ Vikramjit Singh ਪੁੱਤਰ ਵਾਸੀ ਮਕਾਨ ਨੰ. 44 ਨੇ ਆਪਣਾ ਨਾਮ ਬਦਲ ਕੇ Vikramjeet Singh ਰੱਖ ਲਿਆ ਹੈ। — [139, 1606, 265, 1689]
notice-item: ਮੈਂ ਕੁਲਵਰਣ ਸਿੰਘ ਪੁੱਤਰ ਵਾਸੀ ਮਕਾਨ 169-170 ਵੀ Kitchlu ਨਗਰ ਨੇ ਆਪਣਾ ਨਾਮ ਬਦਲ ਲਿਆ ਹੈ। — [272, 429, 512, 460]
notice-item: I Gurmit Singh S/o Bhag Singh R/o House No. 24, Near Simran Kender, Village and Post Office Kotla Ajner, Tehsil Khamanon, District Fatehgarh Sahib have changed my name to Gurmeet Singh. — [520, 979, 760, 1059]
notice-item: ਮੈਂ Muktiar ਸਿੰਘ ਪੁੱਤਰ ਵਾਸੀ Chaunta ਨੇ ਆਪਣਾ ਨਾਮ ਬਦਲ ਕੇ Mukhtiar Singh ਰੱਖ ਲਿਆ ਹੈ। — [139, 1379, 265, 1444]
advertisement-request-text: 'ਅਦਾਰਾ ਪਹਿਰੇਦਾਰ' ਵੱਲੋਂ ਪ੍ਰਕਾਸ਼ਿਤ ਕੀਤੇ ਜਾਂਦੇ ਇਸ਼ਤਿਹਾਰਾਂ ਦੀ ਜਾਣਕਾਰੀ ਦੀ ਜ਼ਿੰਮੇਵਾਰੀ ਇਸ਼ਤਿਹਾਰ ਦੇਣ ਵਾਲੇ ਦੀ ਹੋਵੇਗੀ। ਅਦਾਰਾ ਇਸ ਲਈ ਜ਼ਿੰਮੇਵਾਰ ਨਹੀਂ ਹੋਵੇਗਾ। ਮੈਨੇਜਰ — [1146, 934, 1507, 983]
notice-item: I, Pawan Kumar s/o Pritam Chand R/o H No 8046-A, Street No 9 Durgapuri Haibowal Kalan Ludhiana Changed My name as Pawan Kumar s/o Shiv Bhan Chhabra. 7171 — [520, 1305, 760, 1369]
name-change-section-heading: ਨਾਮ ਬਦਲੀ... — [272, 68, 760, 102]
notice-item: ਮੈਂ ਗੁਰਵੀਰ ਸਿੰਘ ਪੁੱਤਰ ਜਸਪਾਲ ਸਿੰਘ ਵਾਸੀ ਲੁਧਿਆਣਾ ਨੇ ਆਪਣਾ ਨਾਮ ਬਦਲ ਕੇ ਗੁਰਵੀਰ ਸਿੰਘ ਗਿੱਲ ਰੱਖ ਲਿਆ ਹੈ। — [5, 1410, 131, 1492]
bank-public-notice-title: ਪਬਲਿਕ ਨੋਟਿਸ — [1274, 467, 1380, 489]
notice-item: I, Harwinder Kaur W/o Davinder Singh R/o Vill: Baher Po. Nandpur Kalaur (Fatehgar Sahib) have changed my name to Harvinder Kaur. — [520, 773, 760, 837]
notice-item: ਮੈਂ ਪਾਲਾ ਸਿੰਘ ਪੁੱਤਰ ਲਾਲ ਸਿੰਘ ਵਾਸੀ ਪਿੰਡ ਨੇ ਆਪਣੇ ਪੁੱਤਰ ਨੂੰ ਆਪਣੀ ਚੱਲ ਅਚੱਲ ਜਾਇਦਾਦ ਤੋਂ ਬੇਦਖਲ ਕਰ ਦਿੱਤਾ ਹੈ। ਉਸ ਨਾਲ ਲੈਣ ਦੇਣ ਕਰਨ ਵਾਲਾ ਖੁਦ ਜ਼ਿੰਮੇਵਾਰ ਹੋਵੇਗਾ। — [768, 982, 1139, 1031]
notice-item: ਮੈਂ ਪਿੰਕਾਰ ਨਾਮ ਪੁੱਤਰ ਨਾਮ ਚੰਦ ਵਾਸੀ ਮਕਾਨ ਨੰ. 1675/1 ਨੇ ਆਪਣਾ ਨਾਮ ਬਦਲ ਕੇ ਆਪਣੇ ਨਾਮ ਰੱਖ ਲਿਆ ਹੈ। — [272, 465, 512, 513]
notice-item: ਮੈਂ ਪ੍ਰੇਮ ਨਾਰਾਇਣ ਪੁੱਤਰ ਰਘਵੀ ਲਾਲ ਅਤੇ ਗੀਤਾ ਰਾਣੀ ਪਤਨੀ ਪ੍ਰੇਮ ਨਾਰਾਇਣ ਵਾਸੀ ਮਕਾਨ ਨੰਬਰ ਨੇ ਆਪਣੇ ਲੜਕੇ ਨੂੰ ਆਪਣੀ ਚੱਲ ਅਚੱਲ ਜਾਇਦਾਦ ਤੋਂ ਬੇਦਖਲ ਕਰ ਦਿੱਤਾ ਹੈ। 7171 — [768, 515, 1139, 564]
footer-email[interactable]: rozanapehredaradvt@gmail.com — [930, 2367, 1345, 2397]
name-change-right-list — [139, 299, 265, 1915]
notice-item: ਮੈਂ Bhudh ਸਿੰਘ ਪੁੱਤਰ ਬਚਨ ਸਿੰਘ ਵਾਸੀ ਭਿਊਰਾ ਨੇ ਆਪਣਾ ਨਾਮ ਬਦਲ ਕੇ Budh Singh ਰੱਖ ਲਿਆ ਹੈ। — [139, 682, 265, 764]
notice-item: ਮੈਂ ਸਰਬਜੀਤ ਸਿੰਘ ਪੁੱਤਰ ਜਸਵੰਤ ਸਿੰਘ ਵਾਸੀ ਪਿੰਡ ਸਿੱਧਵਾਂ ਖੁਰਦ ਨੇ ਆਪਣਾ ਨਾਮ ਬਦਲ ਕੇ ਸਰਬਜੀਤ ਸਿੰਘ ਸਿੱਧੂ ਰੱਖ ਲਿਆ ਹੈ। — [5, 801, 131, 883]
bank-account-details: ਅਦਾਰਾ ਪਹਿਰੇਦਾਰ ਦਾ ਬੈਂਕ ਖਾਤਾ ਆਈ.ਡੀ.ਬੀ.ਆਈ ਬੈਂਕ 'ਚ ਪਹਿਰੇਦਾਰ ਦੇ ਨਾਮ 'ਤੇ ਜਗਰਾਉਂ ਬ੍ਰਾਂਚ 'ਚ ਹੈ। ਖਾਤੇ ਦਾ ਨੰ:101410200000578 ਹੈ। ਆਈ.ਐਫ.ਐਸ.ਸੀ ਕੋਡ ਨੰ: IBKL0001014 ਹੈ। — [5, 106, 265, 256]
notice-item: ਮੈਂ ਜਿਸ ਗੁਰਦੀਪ ਪੁੱਤਰ ਵਾਸੀ ਮੋਹਾਲੀ ਨੇ ਆਪਣਾ ਨਾਮ ਬਦਲ ਕੇ ਬਲਦੇਵ ਸਿੰਘ ਰੱਖ ਲਿਆ ਹੈ। — [272, 214, 512, 245]
notice-item: ਮੈਂ ਚਰਨ ਕੁਮਾਰ ਪੁੱਤਰ ਸੁਰਿੰਦਰ ਕੁਮਾਰ ਵਾਸੀ ਮਕਾਨ ਨੰਬਰ 9 ਨੇ ਆਪਣੇ ਪੁੱਤਰ ਅਤੇ ਨੂੰਹ ਨੂੰ ਆਪਣੀ ਸਾਰੀ ਜਾਇਦਾਦ ਤੋਂ ਬੇਦਖਲ ਕਰ ਦਿੱਤਾ ਹੈ। — [768, 946, 1139, 977]
notice-item: ਮੈਂ ਰਾਕੇਸ਼ ਕੁਮਾਰ ਪੁੱਤਰ ਜੀਵਨ ਕੁਮਾਰ, ਪਿੰਡ ਗੁੱਗਾ ਮਾੜੀ ਤਹਿਸੀਲ ਅਮਿਮਾਟਗੜ੍ਹ ਜ਼ਿਲ੍ਹਾ ਮਾਲੇਰਕੋਟਲਾ ਨੇ ਆਪਣੇ ਨਾਬਾਲਗ ਲੜਕੇ ਸਮਪ੍ਰੀਤ ਦਾ ਨਾਂ ਬਦਲ ਕੇ ਸਮਪ੍ਰੀਤ ਵਰਮਾ (Sampreet Verma) ਰੱਖ ਲਿਆ ਹੈ। — [5, 300, 131, 450]
notice-item: ਮੈਂ Ranjit Kaur ਪਤਨੀ ਜਸਵਿੰਦਰ ਸਿੰਘ ਵਾਸੀ ਮਕਾਨ ਨੰਬਰ 3078 ਨੇ ਆਪਣਾ ਨਾਮ ਬਦਲ ਕੇ Ranjeet Kaur ਰੱਖ ਲਿਆ ਹੈ। — [5, 1741, 131, 1824]
name-change-section-left — [272, 106, 512, 1373]
masthead — [1178, 3, 1509, 60]
disinheritance-list — [768, 106, 1139, 1086]
notice-item: ਮੈਂ ਸੰਦੀਪ ਕੁਮਾਰ ਵਾਸੀ ਵਰਸਾਨਾ ਨੇ ਆਪਣੇ ਨਾਬਾਲਗ ਪੁੱਤਰ ਦਾ ਨਾਮ ਬਦਲ ਕੇ Sehjara ਤੋਂ Sehjra ਰੱਖ ਲਿਆ ਹੈ। — [139, 1031, 265, 1113]
notice-item: ਮੈਂ ਕਸ਼ਮੀਰ ਸਿੰਘ ਪੁੱਤਰ ਗੁਰਦੇਵ ਸਿੰਘ ਵਾਸੀ ਪਿੰਡ ਬੀੜ ਨੇ ਆਪਣੇ ਪੁੱਤਰ ਅਤੇ ਨੂੰਹ ਨੂੰ ਆਪਣੀ ਚੱਲ ਅਚੱਲ ਜਾਇਦਾਦ ਤੋਂ ਬੇਦਖਲ ਕਰ ਦਿੱਤਾ ਹੈ। — [768, 712, 1139, 743]
notice-item: ਮੈਂ ਬਲਜੀਤ ਕੌਰ ਪਤਨੀ ਸਵਰਨ ਸਿੰਘ ਵਾਸੀ ਮਕਾਨ ਨੰਬਰ 7316 ਗਲੀ ਨੰਬਰ 3 ਨੇ ਆਪਣੇ ਲੜਕੇ ਨੂੰ ਆਪਣੀ ਚੱਲ ਅਚੱਲ ਜਾਇਦਾਦ ਤੋਂ ਬੇਦਖਲ ਕਰ ਦਿੱਤਾ ਹੈ। 7171 — [768, 479, 1139, 511]
notice-item: ਮੈਂ Maheshwar ਕੁਮਾਰ ਵਾਸੀ ਮਕਾਨ ਨੰ. 78 ਨੇ ਆਪਣਾ ਨਾਮ ਬਦਲ ਕੇ Maneshwar ਕੁਮਾਰ ਰੱਖ ਲਿਆ ਹੈ। — [139, 1449, 265, 1531]
bank-public-notice — [1146, 459, 1507, 555]
notice-item: ਮੈਂ ਅਮਨਦੀਪ ਸਿੰਘ ਪੁੱਤਰ ਮਾਨ ਸਿੰਘ ਨੇ ਆਪਣਾ ਨਾਮ ਬਦਲ ਕੇ ਅਮਨਦੀਪ ਸਿੰਘ ਮਾਨ ਰੱਖ ਲਿਆ ਹੈ। — [5, 1497, 131, 1562]
court-notice — [1146, 68, 1323, 280]
name-change-left-list — [5, 299, 131, 1915]
notice-item: ਮੈਂ ਜੋਨਮ ਸਿੰਘ ਪੁੱਤਰ ਕੁਲਵੰਤ ਸਿੰਘ ਵਾਸੀ ਮ. ਨੰ: ਬੀ-31/2193, ਗਲੀ ਨੰ. 0, ਟਾਊਨ, ਵਿਹਾਰ ਕਲੋਨੀ, ਲੁਧਿਆਣਾ ਨੇ ਆਪਣਾ ਨਾਮ ਬਦਲ ਕੇ ਜੋਨਮ ਸਿੰਘ ਸੰਧੂ ਰੱਖ ਲਿਆ ਹੈ। — [5, 455, 131, 571]
masthead-name: ਪਹਿਰੇਦਾਰ — [1194, 2, 1376, 54]
column-legal-notices — [1146, 68, 1507, 2345]
notice-item: ਮੈਂ ਸਤਵੀਰ ਸਿੰਘ ਸੋਹਲ ਪੁੱਤਰ ਸੋਹਣ ਸਿੰਘ ਵਾਸੀ ਮਕਾਨ ਨੰ: 38 ਨੇ ਆਪਣਾ ਨਾਮ ਬਦਲ ਕੇ ਸਤਵੀਰ ਸਿੰਘ ਰੱਖ ਲਿਆ ਹੈ। — [5, 1270, 131, 1336]
notice-item: I, Preety W/o Jasmer Singh R/o H.No. 3642 W.No. 16 Railway Road Sirhind (Fatehgarh Sahib) have changed my name from Preeti Oberoi to Preety. — [520, 910, 760, 974]
header-email[interactable]: E.mail : rozanapehredar@gmail.com — [725, 14, 1119, 50]
